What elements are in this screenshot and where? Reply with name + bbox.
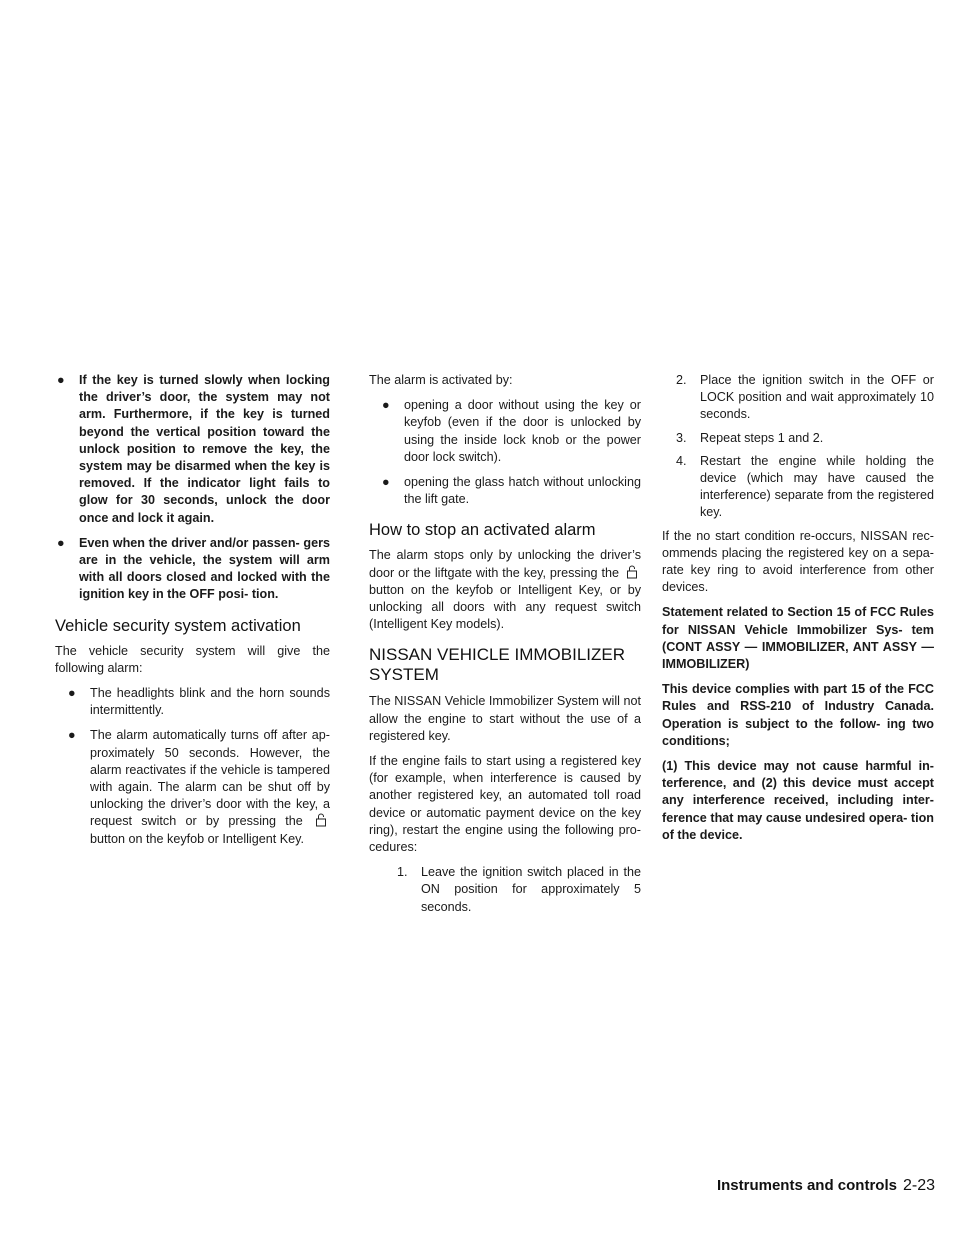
bullet-dot: ● [382,475,390,490]
bullet-text: opening a door without using the key or keyfob (even if the door is unlocked by using the inside lock knob or the power door lock switch). [404,398,641,464]
paragraph [369,547,641,633]
numbered-step [662,430,934,447]
paragraph: If the engine fails to start using a registered key (for example, when interference is caused by another registered key, an automated toll road device or automatic payment device on the key ring), restart the engine using the following pro- cedures: [369,754,641,855]
paragraph: If the no start condition re-occurs, NISSAN rec- ommends placing the registered key on a sepa- rate key ring to avoid interference from other devices. [662,528,934,595]
page-footer [717,1177,935,1195]
step-text: Place the ignition switch in the OFF or LOCK position and wait approximately 10 seconds. [700,373,934,422]
bullet-dot: ● [68,686,76,701]
numbered-step [662,372,934,424]
paragraph-text: button on the keyfob or Intelligent Key, or by unlocking all doors with any request switch (Intelligent Key models). [369,582,641,632]
bullet-text: If the key is turned slowly when locking the driver’s door, the system may not arm. Furthermore, if the key is turned beyond the vertical position toward the unlock position to remove the key, the system may be disarmed when the key is removed. If the indicator light fails to glow for 30 seconds, unlock the door once and lock it again. [79,373,330,525]
bullet-item [380,397,641,466]
fcc-conditions: (1) This device may not cause harmful in- terference, and (2) this device must accept any interference received, including inter- ference that may cause undesired opera- tion of the device. [662,759,934,842]
column-2 [369,372,641,922]
bullet-dot: ● [57,535,65,550]
bullet-dot: ● [68,728,76,743]
bullet-text: The alarm automatically turns off after ap- proximately 50 seconds. However, the alarm reactivates if the vehicle is tampered with again. The alarm can be shut off by unlocking the driver’s door with the key, a request switch or by pressing the [90,728,330,829]
bullet-item [66,727,330,847]
step-number: 2. [676,373,687,387]
step-number: 3. [676,430,687,445]
step-number: 1. [397,865,408,880]
numbered-step [369,864,641,916]
bullet-dot: ● [382,398,390,413]
bullet-item [55,372,330,527]
section-heading-major: NISSAN VEHICLE IMMOBILIZER SYSTEM [369,645,625,685]
paragraph: The alarm is activated by: [369,373,513,387]
column-3 [662,372,934,852]
paragraph: The NISSAN Vehicle Immobilizer System will not allow the engine to start without the use of a registered key. [369,694,641,743]
bullet-item [66,685,330,719]
bullet-item [55,535,330,604]
column-1 [55,372,330,856]
section-heading: Vehicle security system activation [55,616,301,635]
paragraph: The vehicle security system will give the following alarm: [55,643,330,675]
fcc-compliance: This device complies with part 15 of the FCC Rules and RSS-210 of Industry Canada. Operation is subject to the follow- ing two conditions; [662,682,934,748]
fcc-statement-heading: Statement related to Section 15 of FCC Rules for NISSAN Vehicle Immobilizer Sys- tem (CONT ASSY — IMMOBILIZER, ANT ASSY — IMMOBILIZER) [662,605,934,672]
page-number: 2-23 [902,1177,935,1194]
bullet-text: Even when the driver and/or passen- gers are in the vehicle, the system will arm with all doors closed and locked with the ignition key in the OFF posi- tion. [79,535,330,602]
bullet-item [380,474,641,508]
bullet-text: opening the glass hatch without unlocking the lift gate. [404,475,641,507]
lock-button-icon [314,813,328,827]
step-text: Repeat steps 1 and 2. [700,430,824,445]
paragraph-text: The alarm stops only by unlocking the driver’s door or the liftgate with the key, pressing the [369,548,641,580]
step-number: 4. [676,453,687,468]
section-title: Instruments and controls [716,1177,897,1194]
lock-button-icon [625,565,639,579]
step-text: Leave the ignition switch placed in the ON position for approximately 5 seconds. [421,865,641,914]
step-text: Restart the engine while holding the device (which may have caused the interference) separate from the registered key. [700,453,934,520]
bullet-dot: ● [57,373,65,387]
section-heading: How to stop an activated alarm [369,521,596,540]
bullet-text: button on the keyfob or Intelligent Key. [90,831,305,846]
numbered-step [662,453,934,522]
bullet-text: The headlights blink and the horn sounds intermittently. [90,686,330,718]
